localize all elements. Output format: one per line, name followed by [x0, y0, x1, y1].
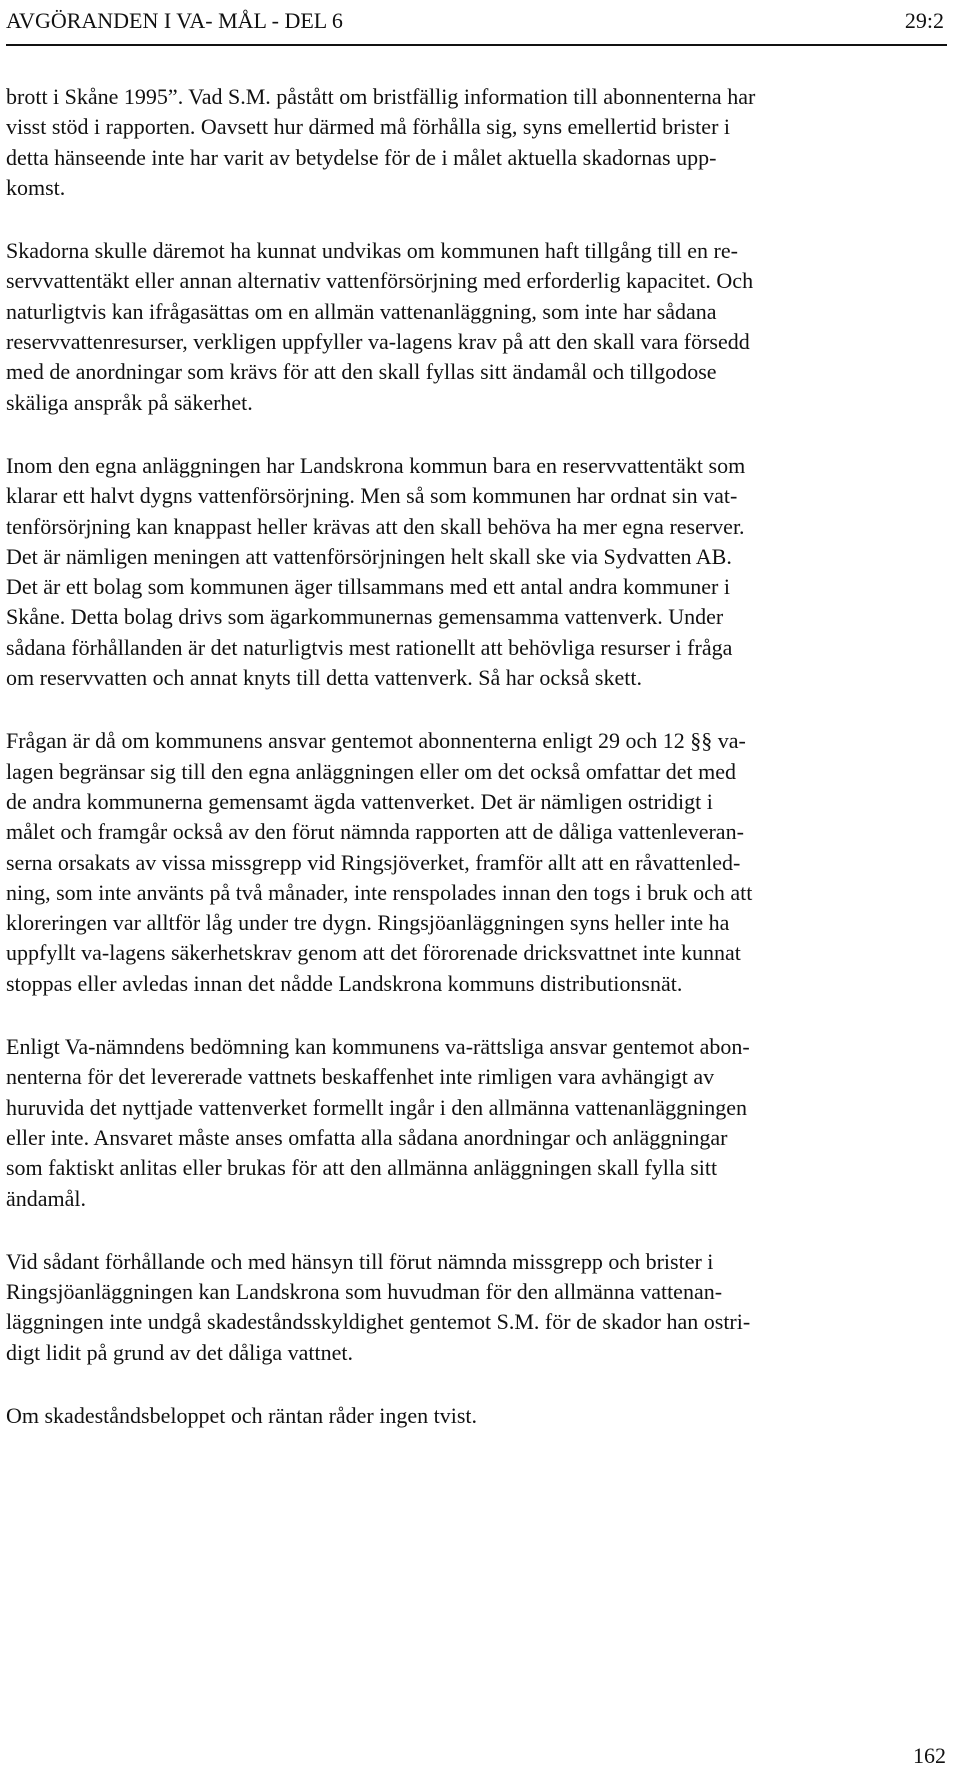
paragraph-1 [6, 82, 947, 203]
text-line: ning, som inte använts på två månader, inte renspolades innan den togs i bruk och att [6, 879, 753, 905]
text-line: om reservvatten och annat knyts till detta vattenverk. Så har också skett. [6, 665, 642, 691]
text-line: nenterna för det levererade vattnets beskaffenhet inte rimligen vara avhängigt av [6, 1064, 715, 1090]
text-line: som faktiskt anlitas eller brukas för att den allmänna anläggningen skall fylla sitt [6, 1155, 718, 1181]
text-line: sådana förhållanden är det naturligtvis mest rationellt att behövliga resurser i fråga [6, 634, 733, 660]
text-line: tenförsörjning kan knappast heller krävas att den skall behöva ha mer egna reserver. [6, 513, 745, 539]
paragraph-5 [6, 1032, 947, 1214]
paragraph-2 [6, 236, 947, 418]
paragraph-4 [6, 726, 947, 999]
text-line: Skåne. Detta bolag drivs som ägarkommunernas gemensamma vattenverk. Under [6, 604, 724, 630]
text-line: målet och framgår också av den förut nämnda rapporten att de dåliga vattenleveran- [6, 819, 744, 845]
text-line: uppfyllt va-lagens säkerhetskrav genom att det förorenade dricksvattnet inte kunnat [6, 940, 741, 966]
header-divider [6, 44, 947, 46]
text-line: Det är nämligen meningen att vattenförsörjningen helt skall ske via Sydvatten AB. [6, 543, 732, 569]
document-body [6, 82, 947, 1464]
text-line: Om skadeståndsbeloppet och räntan råder ingen tvist. [6, 1402, 478, 1428]
text-line: Ringsjöanläggningen kan Landskrona som huvudman för den allmänna vattenan- [6, 1279, 723, 1305]
text-line: servvattentäkt eller annan alternativ vattenförsörjning med erforderlig kapacitet. Och [6, 268, 754, 294]
text-line: huruvida det nyttjade vattenverket formellt ingår i den allmänna vattenanläggningen [6, 1094, 748, 1120]
text-line: detta hänseende inte har varit av betydelse för de i målet aktuella skadornas upp- [6, 144, 717, 170]
paragraph-7 [6, 1401, 947, 1431]
text-line: brott i Skåne 1995”. Vad S.M. påstått om bristfällig information till abonnenterna har [6, 84, 756, 109]
text-line: komst. [6, 174, 66, 200]
page-header [6, 6, 944, 36]
text-line: visst stöd i rapporten. Oavsett hur därmed må förhålla sig, syns emellertid brister i [6, 114, 731, 140]
header-title: AVGÖRANDEN I VA- MÅL - DEL 6 [6, 8, 343, 33]
header-page-reference: 29:2 [904, 8, 944, 33]
paragraph-3 [6, 451, 947, 693]
text-line: naturligtvis kan ifrågasättas om en allmän vattenanläggning, som inte har sådana [6, 298, 717, 324]
text-line: klarar ett halvt dygns vattenförsörjning. Men så som kommunen har ordnat sin vat- [6, 483, 738, 509]
text-line: de andra kommunerna gemensamt ägda vattenverket. Det är nämligen ostridigt i [6, 788, 713, 814]
text-line: eller inte. Ansvaret måste anses omfatta alla sådana anordningar och anläggningar [6, 1124, 728, 1150]
text-line: Inom den egna anläggningen har Landskrona kommun bara en reservvattentäkt som [6, 452, 746, 478]
text-line: skäliga anspråk på säkerhet. [6, 389, 253, 415]
text-line: kloreringen var alltför låg under tre dygn. Ringsjöanläggningen syns heller inte ha [6, 910, 730, 936]
text-line: lagen begränsar sig till den egna anläggningen eller om det också omfattar det med [6, 758, 737, 784]
text-line: läggningen inte undgå skadeståndsskyldighet gentemot S.M. för de skador han ostri- [6, 1309, 751, 1335]
text-line: Det är ett bolag som kommunen äger tillsammans med ett antal andra kommuner i [6, 574, 730, 600]
footer-page-number: 162 [913, 1743, 946, 1768]
text-line: stoppas eller avledas innan det nådde Landskrona kommuns distributionsnät. [6, 970, 683, 996]
text-line: serna orsakats av vissa missgrepp vid Ringsjöverket, framför allt att en råvattenled- [6, 849, 741, 875]
text-line: ändamål. [6, 1185, 87, 1211]
paragraph-6 [6, 1247, 947, 1368]
text-line: digt lidit på grund av det dåliga vattnet. [6, 1339, 354, 1365]
text-line: med de anordningar som krävs för att den skall fyllas sitt ändamål och tillgodose [6, 359, 717, 385]
text-line: Enligt Va-nämndens bedömning kan kommunens va-rättsliga ansvar gentemot abon- [6, 1034, 750, 1060]
text-line: reservvattenresurser, verkligen uppfyller va-lagens krav på att den skall vara försedd [6, 329, 750, 355]
text-line: Frågan är då om kommunens ansvar gentemot abonnenterna enligt 29 och 12 §§ va- [6, 728, 746, 754]
text-line: Skadorna skulle däremot ha kunnat undvikas om kommunen haft tillgång till en re- [6, 238, 738, 264]
text-line: Vid sådant förhållande och med hänsyn till förut nämnda missgrepp och brister i [6, 1248, 714, 1274]
